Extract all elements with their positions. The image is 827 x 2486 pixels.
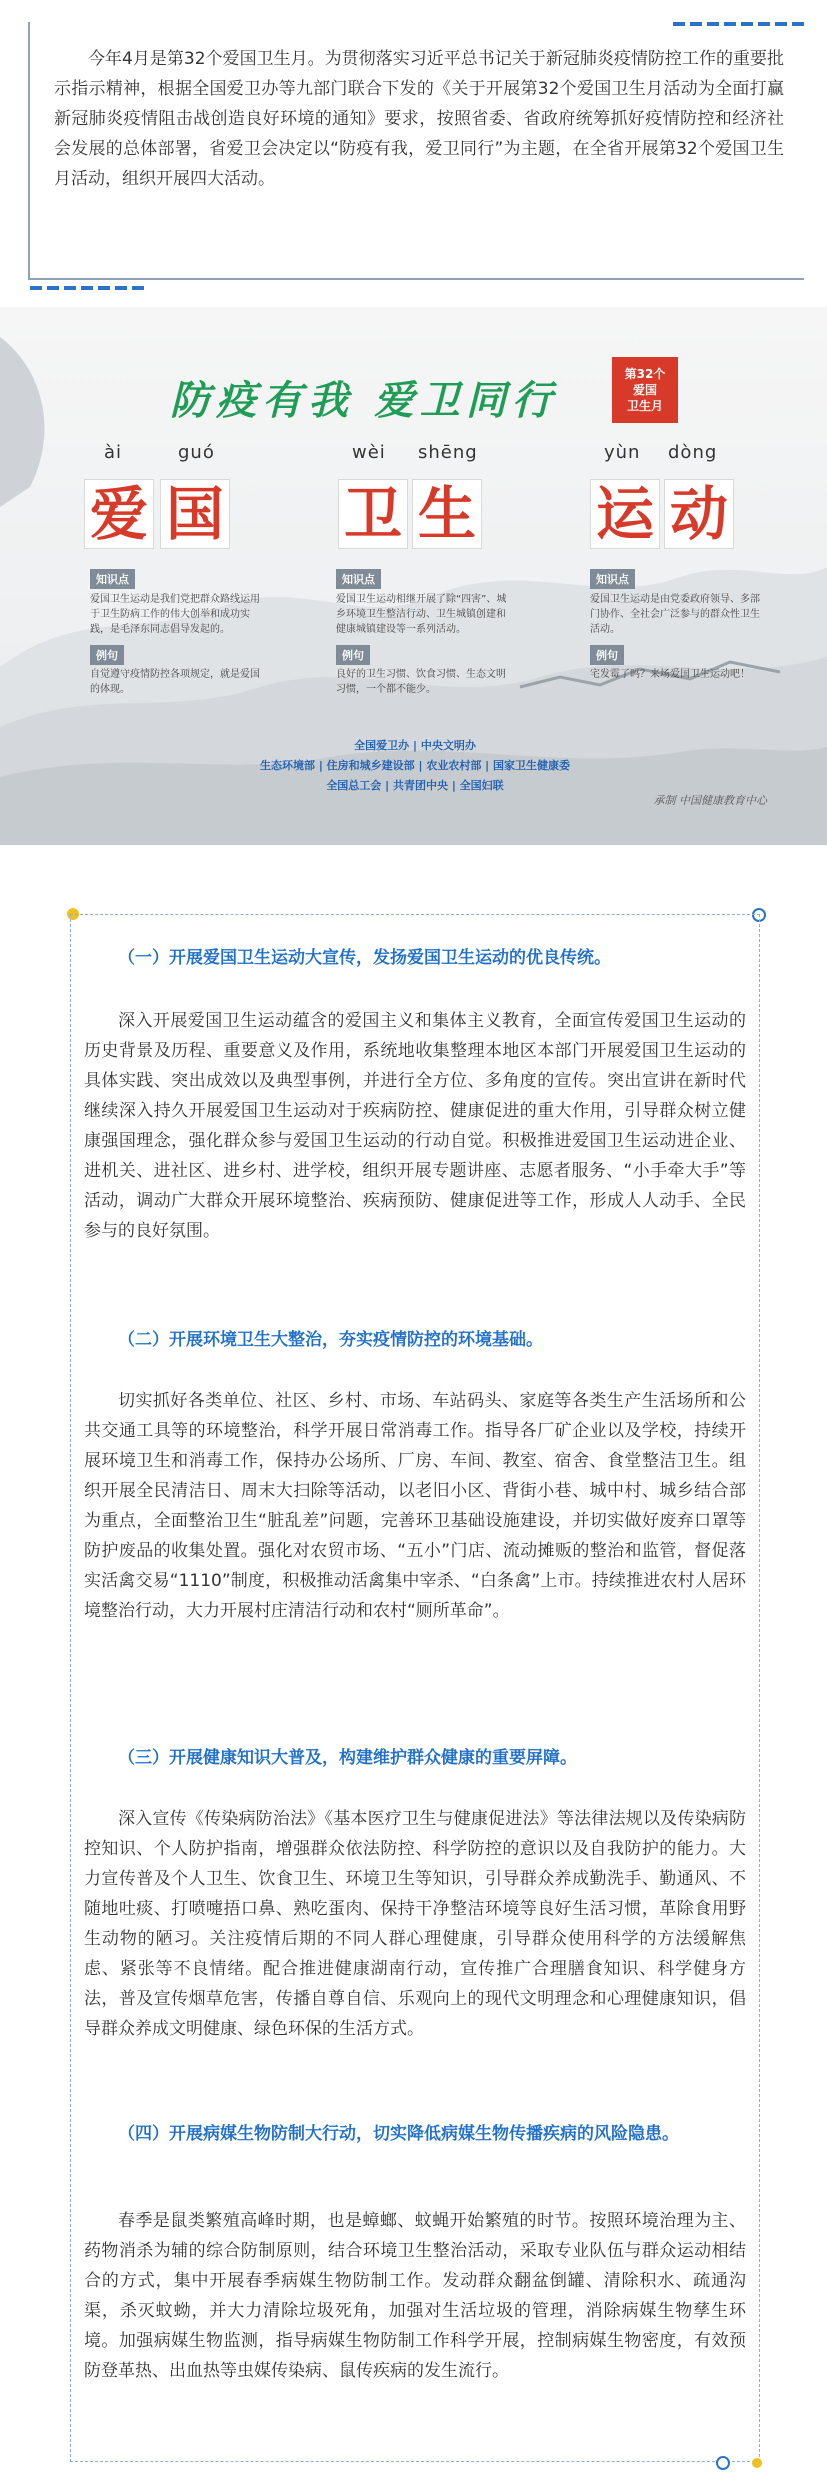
- big-character: 国: [160, 479, 230, 549]
- big-character: 运: [590, 479, 660, 549]
- knowledge-tag: 知识点: [90, 569, 135, 589]
- knowledge-tag: 知识点: [336, 569, 381, 589]
- decorative-ring: [716, 2456, 730, 2470]
- campaign-poster: [0, 307, 827, 845]
- intro-box: [28, 22, 804, 280]
- knowledge-text: 爱国卫生运动是我们党把群众路线运用于卫生防病工作的伟大创举和成功实践，是毛泽东同志倡导发起的。: [90, 594, 260, 635]
- example-tag: 例句: [336, 645, 370, 665]
- pinyin: guó: [178, 442, 215, 463]
- pinyin: wèi: [352, 442, 386, 463]
- decorative-dashes: [30, 286, 144, 290]
- decorative-dot: [752, 2458, 762, 2468]
- big-character: 卫: [338, 479, 408, 549]
- decorative-dashes: [673, 22, 804, 26]
- example-text: 自觉遵守疫情防控各项规定，就是爱国的体现。: [90, 669, 260, 695]
- example-text: 良好的卫生习惯、饮食习惯、生态文明习惯，一个都不能少。: [336, 669, 506, 695]
- poster-slogan: 防疫有我 爱卫同行: [170, 377, 558, 424]
- section-heading: （一）开展爱国卫生运动大宣传，发扬爱国卫生运动的优良传统。: [118, 948, 611, 968]
- producer-credit: 承制 中国健康教育中心: [653, 794, 767, 807]
- example-tag: 例句: [90, 645, 124, 665]
- section-paragraph: 深入宣传《传染病防治法》《基本医疗卫生与健康促进法》等法律法规以及传染病防控知识、个人防护指南，增强群众依法防控、科学防控的意识以及自我防护的能力。大力宣传普及个人卫生、饮食卫生、环境卫生等知识，引导群众养成勤洗手、勤通风、不随地吐痰、打喷嚏捂口鼻、熟吃蛋肉、保持干净整洁环境等良好生活习惯，革除食用野生动物的陋习。关注疫情后期的不同人群心理健康，引导群众使用科学的方法缓解焦虑、紧张等不良情绪。配合推进健康湖南行动，宣传推广合理膳食知识、科学健身方法，普及宣传烟草危害，传播自尊自信、乐观向上的现代文明理念和心理健康知识，倡导群众养成文明健康、绿色环保的生活方式。: [84, 1809, 746, 2039]
- section-heading: （三）开展健康知识大普及，构建维护群众健康的重要屏障。: [118, 1748, 577, 1768]
- big-character: 动: [664, 479, 734, 549]
- big-character: 爱: [84, 479, 154, 549]
- big-character: 生: [412, 479, 482, 549]
- knowledge-text: 爱国卫生运动相继开展了除“四害”、城乡环境卫生整洁行动、卫生城镇创建和健康城镇建设等一系列活动。: [336, 594, 507, 635]
- section-heading: （二）开展环境卫生大整治，夯实疫情防控的环境基础。: [118, 1330, 543, 1350]
- example-text: 宅发霉了吗？来场爱国卫生运动吧！: [590, 669, 750, 680]
- section-paragraph: 春季是鼠类繁殖高峰时期，也是蟑螂、蚊蝇开始繁殖的时节。按照环境治理为主、药物消杀为辅的综合防制原则，结合环境卫生整治活动，采取专业队伍与群众运动相结合的方式，集中开展春季病媒生物防制工作。发动群众翻盆倒罐、清除积水、疏通沟渠，杀灭蚊蚴，并大力清除垃圾死角，加强对生活垃圾的管理，消除病媒生物孳生环境。加强病媒生物监测，指导病媒生物防制工作科学开展，控制病媒生物密度，有效预防登革热、出血热等虫媒传染病、鼠传疾病的发生流行。: [84, 2211, 746, 2381]
- pinyin: ài: [104, 442, 123, 463]
- organizer-credits: 全国爱卫办 | 中央文明办: [354, 739, 476, 752]
- organizer-credits: 全国总工会 | 共青团中央 | 全国妇联: [326, 779, 504, 792]
- section-heading: （四）开展病媒生物防制大行动，切实降低病媒生物传播疾病的风险隐患。: [118, 2124, 679, 2144]
- badge-line: 第32个: [624, 367, 666, 381]
- section-paragraph: 深入开展爱国卫生运动蕴含的爱国主义和集体主义教育，全面宣传爱国卫生运动的历史背景及历程、重要意义及作用，系统地收集整理本地区本部门开展爱国卫生运动的具体实践、突出成效以及典型事例，并进行全方位、多角度的宣传。突出宣讲在新时代继续深入持久开展爱国卫生运动对于疾病防控、健康促进的重大作用，引导群众树立健康强国理念，强化群众参与爱国卫生运动的行动自觉。积极推进爱国卫生运动进企业、进机关、进社区、进乡村、进学校，组织开展专题讲座、志愿者服务、“小手牵大手”等活动，调动广大群众开展环境整治、疾病预防、健康促进等工作，形成人人动手、全民参与的良好氛围。: [84, 1011, 746, 1241]
- knowledge-tag: 知识点: [590, 569, 635, 589]
- campaign-badge: [612, 357, 678, 423]
- intro-paragraph: 今年4月是第32个爱国卫生月。为贯彻落实习近平总书记关于新冠肺炎疫情防控工作的重要批示指示精神，根据全国爱卫办等九部门联合下发的《关于开展第32个爱国卫生月活动为全面打赢新冠肺炎疫情阻击战创造良好环境的通知》要求，按照省委、省政府统筹抓好疫情防控和经济社会发展的总体部署，省爱卫会决定以“防疫有我，爱卫同行”为主题，在全省开展第32个爱国卫生月活动，组织开展四大活动。: [54, 49, 784, 189]
- badge-line: 卫生月: [626, 399, 663, 413]
- pinyin: dòng: [668, 442, 718, 463]
- knowledge-text: 爱国卫生运动是由党委政府领导、多部门协作、全社会广泛参与的群众性卫生活动。: [590, 594, 760, 635]
- pinyin: yùn: [604, 442, 641, 463]
- badge-line: 爱国: [632, 383, 657, 397]
- organizer-credits: 生态环境部 | 住房和城乡建设部 | 农业农村部 | 国家卫生健康委: [259, 759, 571, 772]
- pinyin: shēng: [418, 442, 478, 463]
- section-paragraph: 切实抓好各类单位、社区、乡村、市场、车站码头、家庭等各类生产生活场所和公共交通工具等的环境整治，科学开展日常消毒工作。指导各厂矿企业以及学校，持续开展环境卫生和消毒工作，保持办公场所、厂房、车间、教室、宿舍、食堂整洁卫生。组织开展全民清洁日、周末大扫除等活动，以老旧小区、背街小巷、城中村、城乡结合部为重点，全面整治卫生“脏乱差”问题，完善环卫基础设施建设，并切实做好废弃口罩等防护废品的收集处置。强化对农贸市场、“五小”门店、流动摊贩的整治和监管，督促落实活禽交易“1110”制度，积极推动活禽集中宰杀、“白条禽”上市。持续推进农村人居环境整治行动，大力开展村庄清洁行动和农村“厕所革命”。: [84, 1391, 746, 1621]
- example-tag: 例句: [590, 645, 624, 665]
